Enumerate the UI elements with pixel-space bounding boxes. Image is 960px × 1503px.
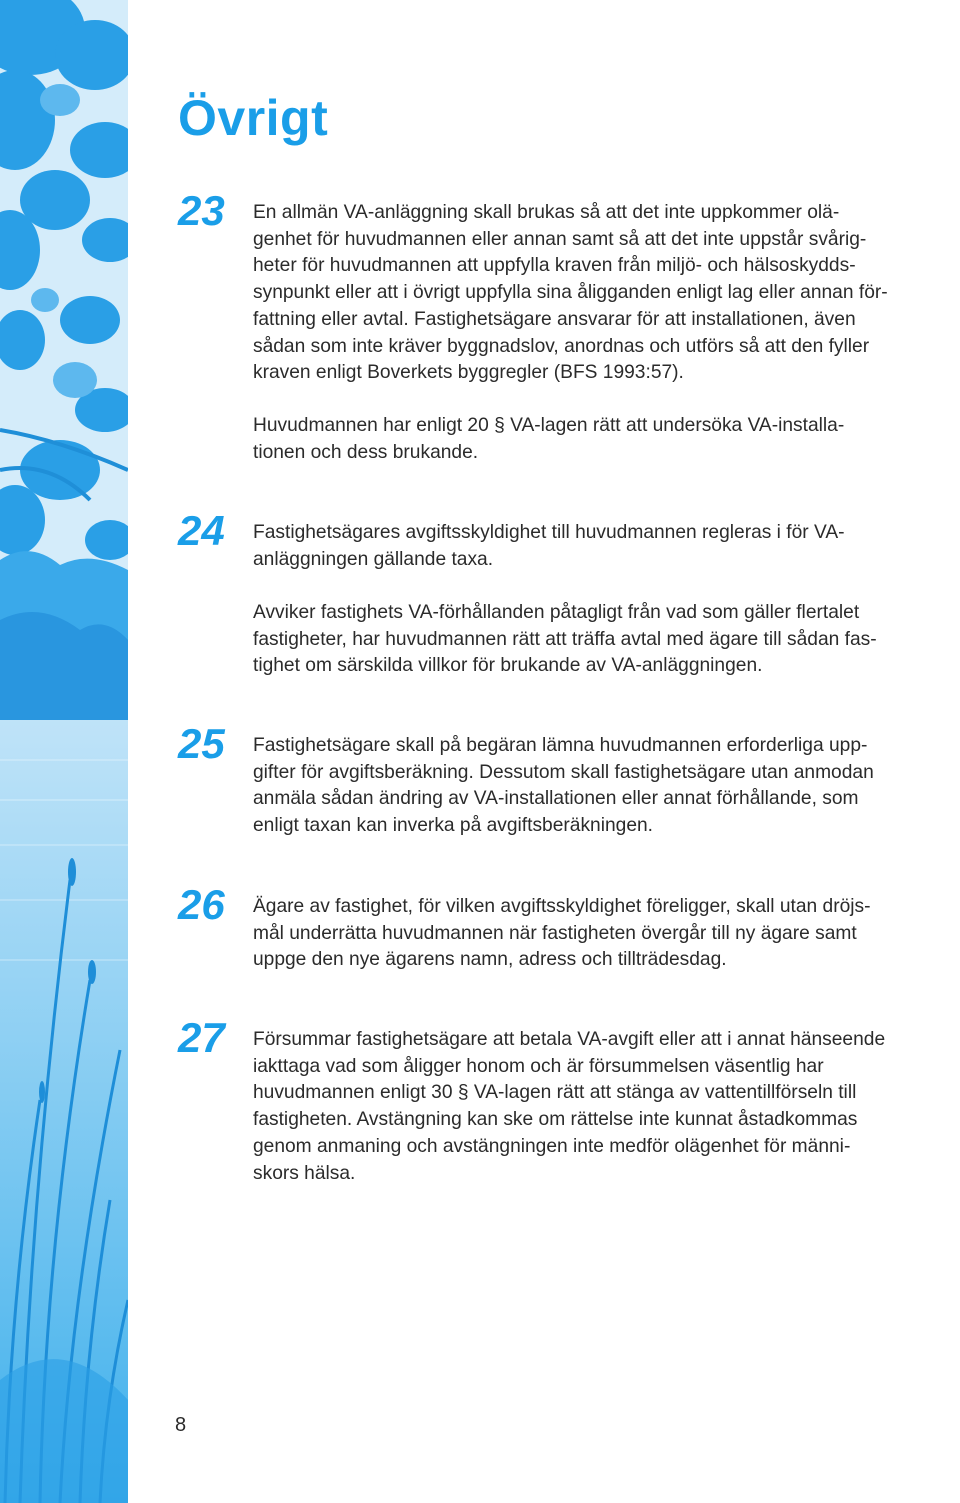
section-body (253, 733, 960, 840)
section-number: 26 (178, 881, 225, 928)
page-title: Övrigt (178, 90, 329, 146)
section-body (253, 520, 960, 680)
section-paragraph: En allmän VA-anläggning skall brukas så att det inte uppkommer olä- genhet för huvudmannen eller annan samt så att det inte uppstår svårig- heter för huvudmannen att uppfylla kraven från miljö- och hälsoskydds- synpunkt eller att i övrigt uppfylla sina åligganden enligt lag eller annan för- fattning eller avtal. Fastighetsägare ansvarar för att installationen, även sådan som inte kräver byggnadslov, anordnas och utförs så att den fyller kraven enligt Boverkets byggregler (BFS 1993:57). (253, 202, 888, 384)
section-body (253, 894, 960, 974)
section-number: 27 (178, 1014, 225, 1061)
decorative-lake-photo (0, 0, 128, 1503)
section-paragraph: Avviker fastighets VA-förhållanden påtagligt från vad som gäller flertalet fastigheter, har huvudmannen rätt att träffa avtal med ägare till sådan fas- tighet om särskilda villkor för brukande av VA-anläggningen. (253, 601, 877, 677)
section-paragraph: Ägare av fastighet, för vilken avgiftsskyldighet föreligger, skall utan dröjs- mål underrätta huvudmannen när fastigheten övergår till ny ägare samt uppge den nye ägarens namn, adress och tillträdesdag. (253, 896, 871, 971)
section-paragraph: Huvudmannen har enligt 20 § VA-lagen rätt att undersöka VA-installa- tionen och dess brukande. (253, 415, 845, 464)
section-number: 25 (178, 720, 225, 767)
section-paragraph: Fastighetsägares avgiftsskyldighet till huvudmannen regleras i för VA- anläggningen gällande taxa. (253, 522, 845, 570)
section-paragraph: Försummar fastighetsägare att betala VA-avgift eller att i annat hänseende iakttaga vad som åligger honom och är försummelsen väsentlig har huvudmannen enligt 30 § VA-lagen rätt att stänga av vattentillförseln till fastigheten. Avstängning kan ske om rättelse inte kunnat åstadkommas genom anmaning och avstängningen inte medför olägenhet för männi- skors hälsa. (253, 1029, 886, 1184)
section-number: 23 (178, 187, 225, 234)
page-number: 8 (175, 1414, 187, 1436)
section-body (253, 1027, 960, 1187)
section-body (253, 200, 960, 467)
section-number: 24 (178, 507, 225, 554)
section-paragraph: Fastighetsägare skall på begäran lämna huvudmannen erforderliga upp- gifter för avgiftsberäkning. Dessutom skall fastighetsägare utan anmodan anmäla sådan ändring av VA-installationen eller annat förhållande, som enligt taxan kan inverka på avgiftsberäkningen. (253, 735, 874, 837)
lake-reeds-illustration (0, 0, 128, 1503)
